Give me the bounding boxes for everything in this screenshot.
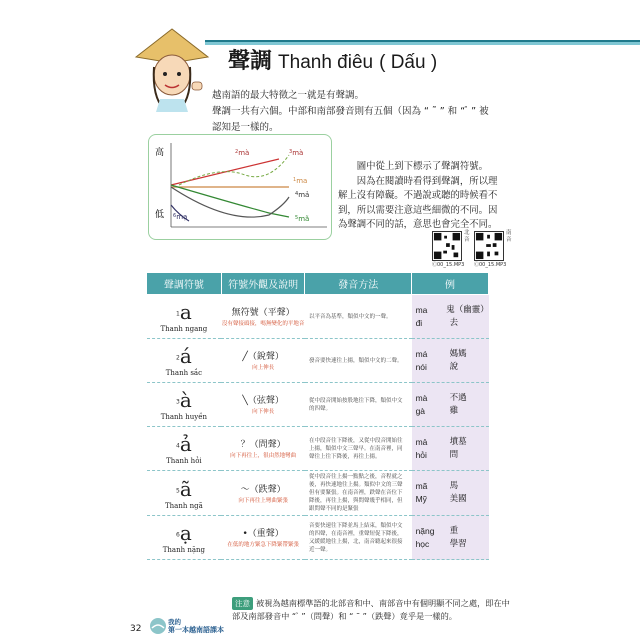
- example-vn: đi: [415, 317, 423, 328]
- graph-label-num: 5: [295, 215, 299, 221]
- tone-example-cell: [412, 516, 489, 560]
- tone-desc-main: 無符號（平聲）: [231, 308, 295, 318]
- tone-desc-main: ╲（弦聲）: [242, 396, 284, 406]
- tone-letter: à: [179, 388, 192, 412]
- example-item: [416, 348, 485, 361]
- example-item: [416, 525, 485, 538]
- graph-explanation: [338, 160, 506, 233]
- graph-text-line: 圖中從上到下標示了聲調符號。: [356, 161, 489, 172]
- tone-number: 1: [176, 310, 180, 318]
- table-header: 發音方法: [305, 273, 412, 295]
- example-zh: 雞: [449, 405, 459, 416]
- tone-letter: ả: [179, 432, 192, 456]
- note-text: 被視為越南標準語的北部音和中、南部音中有個明顯不同之處，即在中部及南部發音中 “ ̉ ”（問聲）和 “ ˜ ”（跌聲）竟乎是一樣的。: [232, 598, 510, 621]
- graph-label-word: mã: [298, 215, 310, 223]
- qr-code-south[interactable]: [474, 231, 504, 261]
- tone-letter: a: [179, 300, 192, 324]
- example-item: [416, 493, 485, 506]
- table-row: [147, 516, 489, 560]
- tone-letter: á: [179, 344, 192, 368]
- example-zh: 重: [449, 525, 459, 536]
- tone-graph: [148, 134, 332, 240]
- example-zh: 說: [449, 361, 459, 372]
- graph-label-word: mà: [238, 149, 250, 157]
- tone-how-cell: 以平音為基準，類似中文的一聲。: [305, 295, 412, 339]
- page-title: [228, 44, 437, 75]
- note-block: [232, 597, 512, 623]
- example-vn: gà: [415, 405, 426, 416]
- tone-number: 5: [176, 487, 180, 494]
- tone-number: 3: [176, 398, 180, 406]
- table-row: [147, 383, 489, 427]
- graph-label: [295, 191, 309, 199]
- tone-how-cell: 在中段音往下降後，又從中段音開始往上揚，類似中文三聲早。在南音裡，同聲往上往下降後，再往上揚。: [305, 427, 412, 471]
- tone-example-cell: [412, 339, 489, 383]
- tone-letter: ã: [179, 476, 192, 501]
- tone-desc-sub: 向下再往上，很由然地彎曲: [230, 453, 297, 459]
- example-item: [416, 538, 485, 551]
- table-row: [147, 339, 489, 383]
- book-title-line1: 我的: [168, 618, 181, 626]
- graph-y-low: 低: [155, 210, 165, 220]
- example-zh: 去: [449, 317, 459, 328]
- intro-text: [212, 88, 512, 136]
- intro-line: 認知是一樣的。: [212, 122, 279, 133]
- intro-line: 越南語的最大特徵之一就是有聲調。: [212, 90, 365, 101]
- tone-desc-main: ？（問聲）: [240, 440, 286, 450]
- tone-line-3: [171, 185, 289, 217]
- example-zh: 媽媽: [449, 348, 467, 359]
- graph-label: [293, 177, 307, 185]
- table-row: [147, 471, 489, 516]
- table-header-row: [147, 273, 489, 295]
- tone-number: 4: [176, 442, 180, 450]
- tone-desc-cell: [221, 516, 305, 560]
- example-vn: ma: [415, 304, 428, 315]
- tone-desc-main: ～（跌聲）: [240, 484, 286, 495]
- graph-label: [289, 149, 303, 157]
- example-item: [416, 317, 485, 330]
- graph-label-word: mạ: [176, 213, 188, 221]
- tone-desc-cell: [221, 427, 305, 471]
- tone-desc-sub: 沒有聲接頭接，嗎無變化的平地音: [221, 321, 305, 327]
- tone-graph-svg: [149, 135, 333, 241]
- graph-label-num: 3: [289, 149, 293, 155]
- tone-number: 6: [176, 531, 180, 539]
- example-item: [416, 436, 485, 449]
- example-item: [416, 405, 485, 418]
- graph-label: [295, 215, 309, 223]
- graph-label-word: mà: [292, 149, 304, 157]
- tone-desc-cell: [221, 295, 305, 339]
- example-vn: học: [415, 538, 430, 549]
- tone-name: Thanh ngang: [160, 325, 208, 333]
- tone-desc-sub: 向下再往上彎曲緊張: [238, 497, 288, 504]
- tone-desc-main: •（重聲）: [242, 529, 284, 539]
- tone-example-cell: [412, 427, 489, 471]
- tone-how-cell: 從中段音開始按股地往下降，類似中文的四聲。: [305, 383, 412, 427]
- example-item: [416, 392, 485, 405]
- table-header: 符號外觀及說明: [221, 273, 305, 295]
- tone-example-cell: [412, 383, 489, 427]
- example-zh: 不過: [449, 392, 467, 403]
- title-vn-paren: ( Dấu ): [379, 52, 438, 73]
- tone-symbol-cell: [147, 383, 222, 427]
- example-item: [416, 480, 485, 493]
- example-vn: nói: [415, 361, 427, 372]
- example-zh: 問: [449, 449, 459, 460]
- tone-desc-cell: [221, 383, 305, 427]
- tone-desc-sub: 向上伸長: [252, 365, 275, 371]
- tone-name: Thanh ngã: [165, 501, 203, 510]
- example-vn: nặng: [415, 525, 435, 536]
- qr-file-label: Ⓒ00_15.MP3: [432, 262, 465, 268]
- tone-desc-sub: 向下伸長: [252, 409, 275, 415]
- graph-text-line: 因為在閱讀時看得到聲調，所以理解上沒有障礙。不過說或聽的時候看不到，所以需要注意這些細微的不同。因為聲調不同的話，意思也會完全不同。: [338, 175, 498, 230]
- example-vn: mà: [415, 392, 428, 403]
- tone-desc-main: ╱（銳聲）: [242, 352, 284, 362]
- example-item: [416, 361, 485, 374]
- tone-desc-sub: 在低的地方緊急下降緊帶緊張: [227, 542, 299, 548]
- table-row: [147, 295, 489, 339]
- qr-code-north[interactable]: [432, 231, 462, 261]
- graph-label: [235, 149, 249, 157]
- tone-symbol-cell: [147, 516, 222, 560]
- graph-label-num: 1: [293, 177, 297, 183]
- book-title: [168, 618, 224, 634]
- tone-symbol-cell: [147, 427, 222, 471]
- tone-how-cell: 音要快速往下降並馬上結束，類似中文的四聲，在南音裡，重聲短促下降後，又緩緩地往上揚，北，南音聽起來很接近一聲。: [305, 516, 412, 560]
- title-zh: 聲調: [228, 49, 273, 74]
- character-illustration: [132, 27, 210, 112]
- example-vn: mã: [415, 481, 428, 491]
- note-badge: 注意: [232, 597, 253, 610]
- qr-side-label: 南音: [506, 230, 512, 243]
- graph-label-num: 2: [235, 149, 239, 155]
- graph-label-word: mả: [298, 191, 310, 199]
- graph-label: [173, 213, 187, 221]
- tone-example-cell: [412, 295, 489, 339]
- tone-symbol-cell: [147, 471, 222, 516]
- tone-how-cell: 從中段音往上揚一點點之後，音程就之後，再快速地往上揚。類似中文的三聲但有要緊張。在南音裡，跌聲在音位下降後，再往上揚，與問聲幾乎相同，但跟問聲不同的是緊張: [305, 471, 412, 516]
- tone-name: Thanh nặng: [162, 546, 206, 554]
- example-zh: 馬: [449, 481, 459, 491]
- example-item: [416, 449, 485, 462]
- table-header: 聲調符號: [147, 273, 222, 295]
- tone-name: Thanh hỏi: [166, 457, 202, 465]
- graph-label-num: 6: [173, 213, 177, 219]
- example-zh: 墳墓: [449, 436, 467, 447]
- page-number: 32: [130, 624, 142, 634]
- intro-line: 聲調一共有六個。中部和南部發音則有五個（因為 “ ˜ ” 和 “ ̉ ” 被: [212, 106, 489, 117]
- tone-name: Thanh sắc: [165, 369, 203, 377]
- qr-side-label: 北音: [464, 230, 470, 243]
- book-title-line2: 第一本越南語課本: [168, 626, 224, 634]
- example-item: [415, 304, 489, 317]
- example-vn: Mỹ: [415, 494, 427, 504]
- table-header: 例: [412, 273, 489, 295]
- tone-desc-cell: [221, 471, 305, 516]
- tone-example-cell: [412, 471, 489, 516]
- graph-label-word: ma: [296, 177, 308, 185]
- graph-y-high: 高: [155, 148, 165, 158]
- graph-label-num: 4: [295, 191, 299, 197]
- tone-how-cell: 發音要快速往上揚，類似中文的二聲。: [305, 339, 412, 383]
- title-vn: Thanh điêu: [278, 52, 374, 73]
- tone-table: [146, 272, 489, 560]
- table-row: [147, 427, 489, 471]
- tone-letter: ạ: [179, 521, 192, 545]
- example-zh: 學習: [449, 538, 467, 549]
- example-vn: má: [415, 348, 428, 359]
- example-vn: mả: [415, 436, 428, 447]
- tone-symbol-cell: [147, 295, 222, 339]
- tone-name: Thanh huyền: [160, 413, 208, 421]
- example-zh: 美國: [449, 494, 467, 504]
- tone-desc-cell: [221, 339, 305, 383]
- qr-file-label: Ⓒ00_15.MP3: [474, 262, 507, 268]
- example-zh: 鬼（幽靈）: [446, 304, 489, 315]
- tone-number: 2: [176, 354, 180, 362]
- tone-symbol-cell: [147, 339, 222, 383]
- example-vn: hỏi: [415, 449, 427, 460]
- book-logo-icon: [149, 617, 167, 635]
